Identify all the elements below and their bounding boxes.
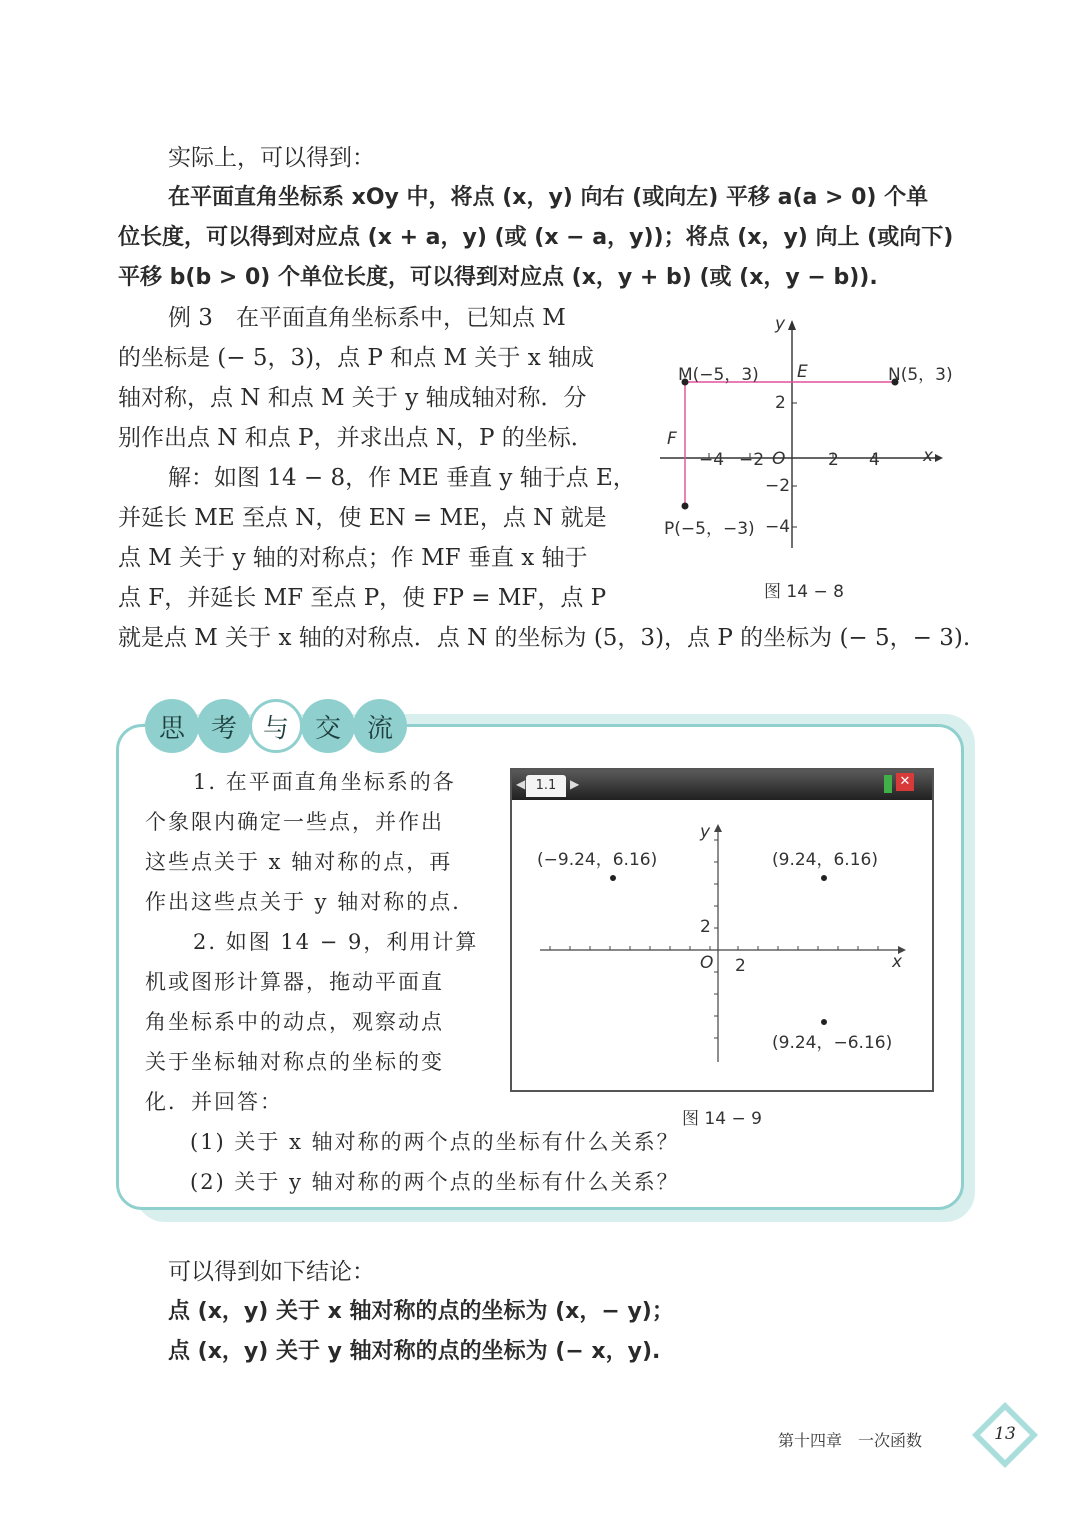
fig8-caption: 图 14 − 8: [764, 582, 844, 602]
fig9-origin-label: O: [700, 953, 714, 973]
think-line-8: 关于坐标轴对称点的坐标的变: [145, 1050, 444, 1074]
rule-line-1: 在平面直角坐标系 xOy 中，将点 (x，y) 向右 (或向左) 平移 a(a > 0) 个单: [168, 185, 929, 210]
fig9-tick-label: 2: [700, 917, 711, 937]
solution-line-1: 解：如图 14 − 8，作 ME 垂直 y 轴于点 E，: [168, 465, 636, 491]
fig8-tick-label: 2: [828, 450, 839, 470]
page-number-badge: [970, 1400, 1040, 1470]
fig8-x-arrow: [935, 454, 943, 462]
fig8-tick-label: −4: [699, 450, 725, 470]
fig8-point-p: [682, 503, 689, 510]
fig8-e-label: E: [797, 362, 808, 382]
fig9-point-1: [610, 875, 616, 881]
page-number: 13: [994, 1424, 1016, 1444]
solution-line-2: 并延长 ME 至点 N，使 EN = ME，点 N 就是: [118, 505, 607, 531]
battery-icon: [884, 775, 892, 793]
fig9-y-arrow: [714, 824, 722, 832]
fig8-n-label: N(5，3): [888, 365, 953, 385]
chapter-title: 第十四章 一次函数: [778, 1431, 923, 1450]
conclusion-intro: 可以得到如下结论：: [168, 1259, 375, 1285]
fig8-p-label: P(−5，−3): [664, 519, 755, 539]
fig8-tick-label: 2: [775, 393, 786, 413]
fig9-point-3: [821, 1019, 827, 1025]
fig9-y-label: y: [700, 822, 711, 842]
fig8-tick-label: 4: [869, 450, 880, 470]
conclusion-y-axis: 点 (x，y) 关于 y 轴对称的点的坐标为 (− x，y).: [168, 1339, 661, 1364]
calculator-toolbar: [512, 770, 932, 800]
think-line-1: 1. 在平面直角坐标系的各: [193, 770, 456, 794]
fig9-point-2: [821, 875, 827, 881]
example-line-1: 例 3 在平面直角坐标系中，已知点 M: [168, 305, 566, 331]
solution-line-5: 就是点 M 关于 x 轴的对称点．点 N 的坐标为 (5，3)，点 P 的坐标为 (− 5，− 3).: [118, 625, 971, 651]
calculator-tab[interactable]: 1.1: [526, 775, 566, 797]
fig9-x-label: x: [892, 952, 903, 972]
example-line-3: 轴对称，点 N 和点 M 关于 y 轴成轴对称．分: [118, 385, 587, 411]
think-title-char: 考: [197, 699, 251, 753]
fig8-tick-label: −2: [739, 450, 765, 470]
fig8-f-label: F: [667, 429, 677, 449]
fig8-x-label: x: [923, 446, 934, 466]
rule-line-2: 位长度，可以得到对应点 (x + a，y) (或 (x − a，y))；将点 (x，y) 向上 (或向下): [118, 225, 954, 250]
fig8-tick-label: −4: [765, 517, 791, 537]
think-line-3: 这些点关于 x 轴对称的点，再: [145, 850, 453, 874]
rule-line-3: 平移 b(b > 0) 个单位长度，可以得到对应点 (x，y + b) (或 (x，y − b)).: [118, 265, 878, 290]
think-line-6: 机或图形计算器，拖动平面直: [145, 970, 444, 994]
fig9-point-label-1: (−9.24，6.16): [537, 850, 658, 870]
think-title-char: 与: [249, 699, 303, 753]
fig9-caption: 图 14 − 9: [682, 1109, 762, 1129]
solution-line-4: 点 F，并延长 MF 至点 P，使 FP = MF，点 P: [118, 585, 607, 611]
conclusion-x-axis: 点 (x，y) 关于 x 轴对称的点的坐标为 (x，− y)；: [168, 1299, 674, 1324]
fig9-tick-label: 2: [735, 956, 746, 976]
think-line-9: 化．并回答：: [145, 1090, 283, 1114]
think-line-4: 作出这些点关于 y 轴对称的点．: [145, 890, 476, 914]
fig8-m-label: M(−5，3): [678, 365, 759, 385]
think-title-char: 思: [145, 699, 199, 753]
think-title: [145, 699, 405, 755]
example-line-4: 别作出点 N 和点 P，并求出点 N，P 的坐标．: [118, 425, 594, 451]
tab-right-arrow-icon[interactable]: ▶: [570, 777, 580, 791]
intro-text: 实际上，可以得到：: [168, 145, 375, 171]
fig8-y-arrow: [788, 320, 796, 330]
question-1: (1) 关于 x 轴对称的两个点的坐标有什么关系？: [190, 1130, 680, 1154]
fig9-point-label-3: (9.24，−6.16): [772, 1033, 893, 1053]
think-line-2: 个象限内确定一些点，并作出: [145, 810, 444, 834]
think-line-5: 2. 如图 14 − 9，利用计算: [193, 930, 479, 954]
question-2: (2) 关于 y 轴对称的两个点的坐标有什么关系？: [190, 1170, 680, 1194]
fig8-origin-label: O: [772, 449, 786, 469]
fig8-y-label: y: [775, 314, 786, 334]
fig9-point-label-2: (9.24，6.16): [772, 850, 878, 870]
example-line-2: 的坐标是 (− 5，3)，点 P 和点 M 关于 x 轴成: [118, 345, 594, 371]
think-line-7: 角坐标系中的动点，观察动点: [145, 1010, 444, 1034]
think-title-char: 交: [301, 699, 355, 753]
tab-left-arrow-icon[interactable]: ◀: [516, 777, 526, 791]
solution-line-3: 点 M 关于 y 轴的对称点；作 MF 垂直 x 轴于: [118, 545, 588, 571]
close-icon[interactable]: ✕: [896, 773, 914, 791]
fig8-tick-label: −2: [765, 476, 791, 496]
think-title-char: 流: [353, 699, 407, 753]
